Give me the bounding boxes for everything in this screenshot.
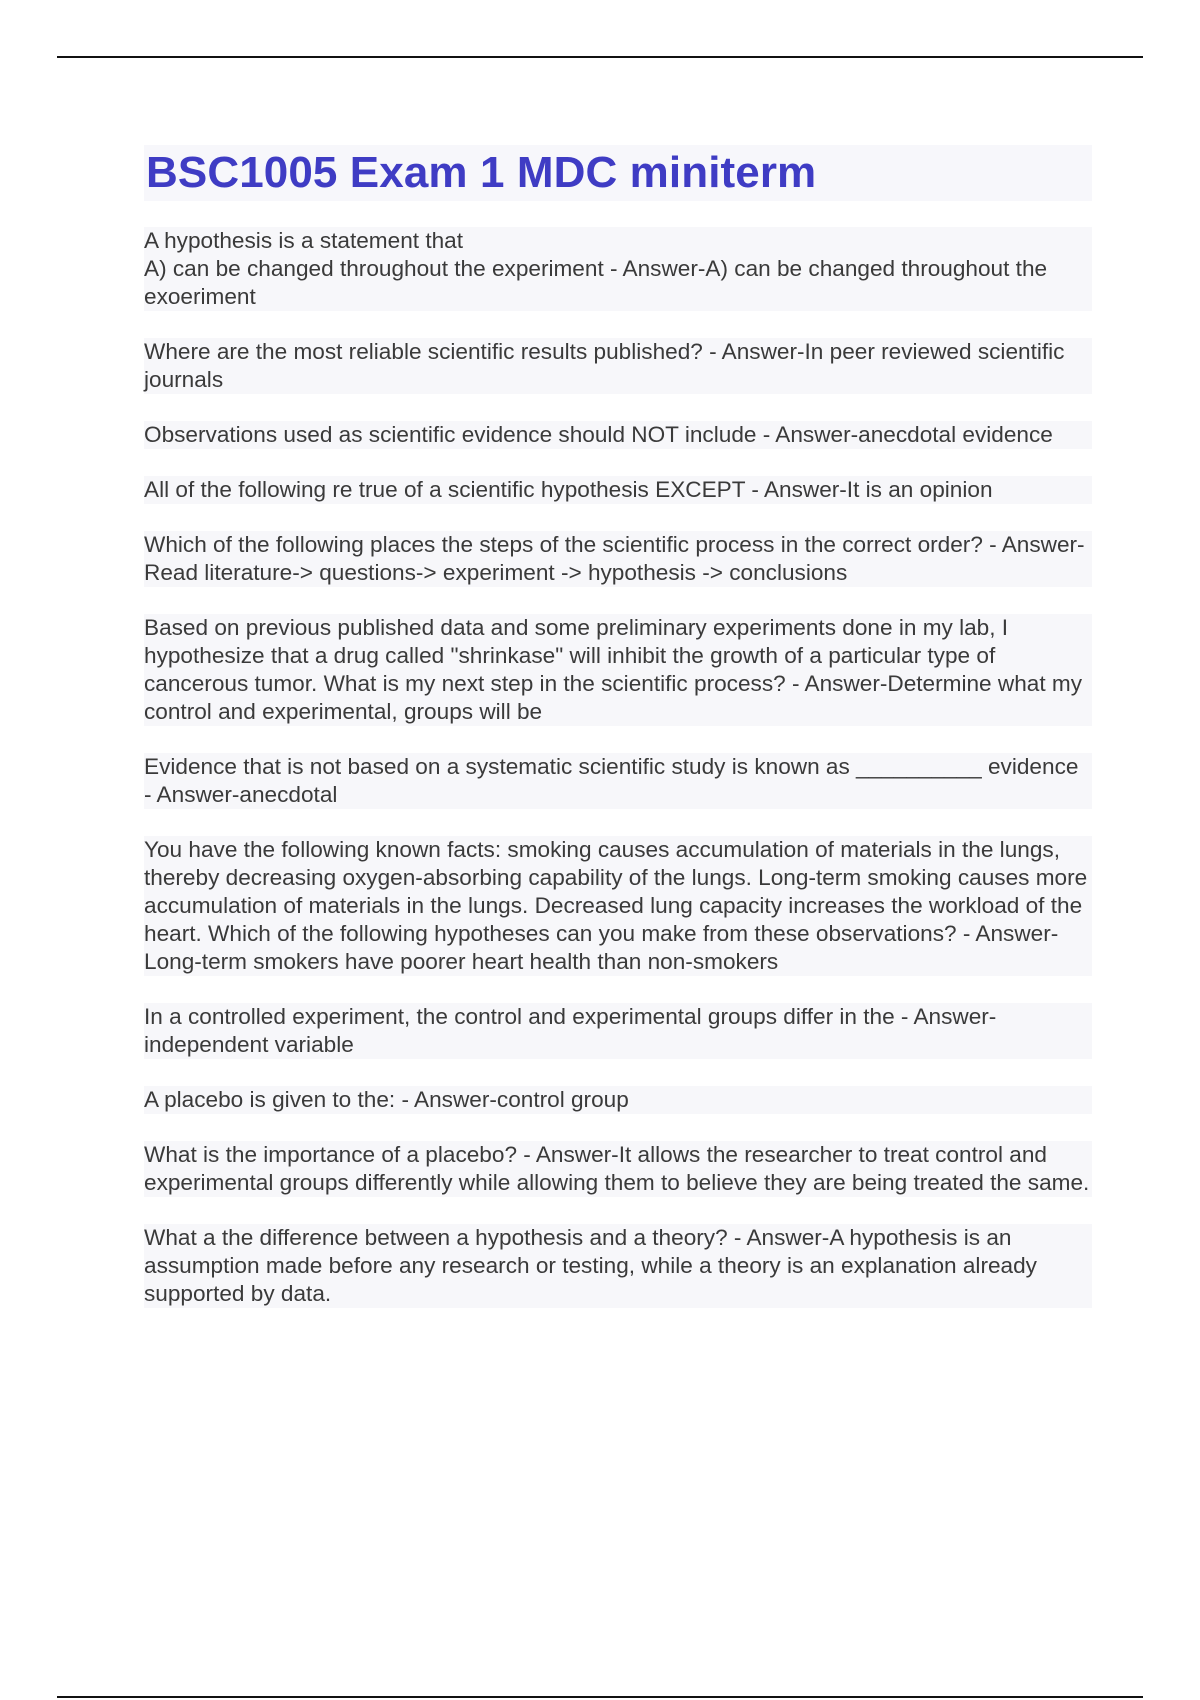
qa-text: In a controlled experiment, the control and experimental groups differ in the - Answer-independent variable — [144, 1003, 1092, 1059]
title-block — [144, 145, 1092, 201]
qa-text: Where are the most reliable scientific results published? - Answer-In peer reviewed scientific journals — [144, 338, 1092, 394]
qa-item — [144, 1224, 1092, 1308]
qa-item — [144, 531, 1092, 587]
footer-rule — [57, 1696, 1143, 1698]
page-title: BSC1005 Exam 1 MDC miniterm — [146, 148, 817, 197]
qa-item — [144, 227, 1092, 311]
qa-item — [144, 836, 1092, 976]
header-rule — [57, 56, 1143, 58]
qa-text: Which of the following places the steps of the scientific process in the correct order? - Answer-Read literature-> questions-> experiment -> hypothesis -> conclusions — [144, 531, 1092, 587]
qa-text: Observations used as scientific evidence should NOT include - Answer-anecdotal evidence — [144, 421, 1092, 449]
qa-item — [144, 753, 1092, 809]
qa-item — [144, 614, 1092, 726]
page-content — [144, 145, 1092, 1335]
qa-text: What is the importance of a placebo? - Answer-It allows the researcher to treat control and experimental groups differently while allowing them to believe they are being treated the same. — [144, 1141, 1092, 1197]
qa-item — [144, 1003, 1092, 1059]
qa-text: What a the difference between a hypothesis and a theory? - Answer-A hypothesis is an assumption made before any research or testing, while a theory is an explanation already supported by data. — [144, 1224, 1092, 1308]
qa-text: You have the following known facts: smoking causes accumulation of materials in the lungs, thereby decreasing oxygen-absorbing capability of the lungs. Long-term smoking causes more accumulation of materials in the lungs. Decreased lung capacity increases the workload of the heart. Which of the following hypotheses can you make from these observations? - Answer-Long-term smokers have poorer heart health than non-smokers — [144, 836, 1092, 976]
qa-item — [144, 476, 1092, 504]
qa-item — [144, 1141, 1092, 1197]
qa-text: Evidence that is not based on a systematic scientific study is known as __________ evidence - Answer-anecdotal — [144, 753, 1092, 809]
qa-item — [144, 338, 1092, 394]
qa-item — [144, 1086, 1092, 1114]
qa-text: All of the following re true of a scientific hypothesis EXCEPT - Answer-It is an opinion — [144, 476, 1092, 504]
qa-text: A placebo is given to the: - Answer-control group — [144, 1086, 1092, 1114]
qa-text: Based on previous published data and some preliminary experiments done in my lab, I hypothesize that a drug called "shrinkase" will inhibit the growth of a particular type of cancerous tumor. What is my next step in the scientific process? - Answer-Determine what my control and experimental, groups will be — [144, 614, 1092, 726]
qa-text: A hypothesis is a statement that A) can be changed throughout the experiment - Answer-A) can be changed throughout the exoeriment — [144, 227, 1092, 311]
qa-item — [144, 421, 1092, 449]
qa-list — [144, 227, 1092, 1308]
